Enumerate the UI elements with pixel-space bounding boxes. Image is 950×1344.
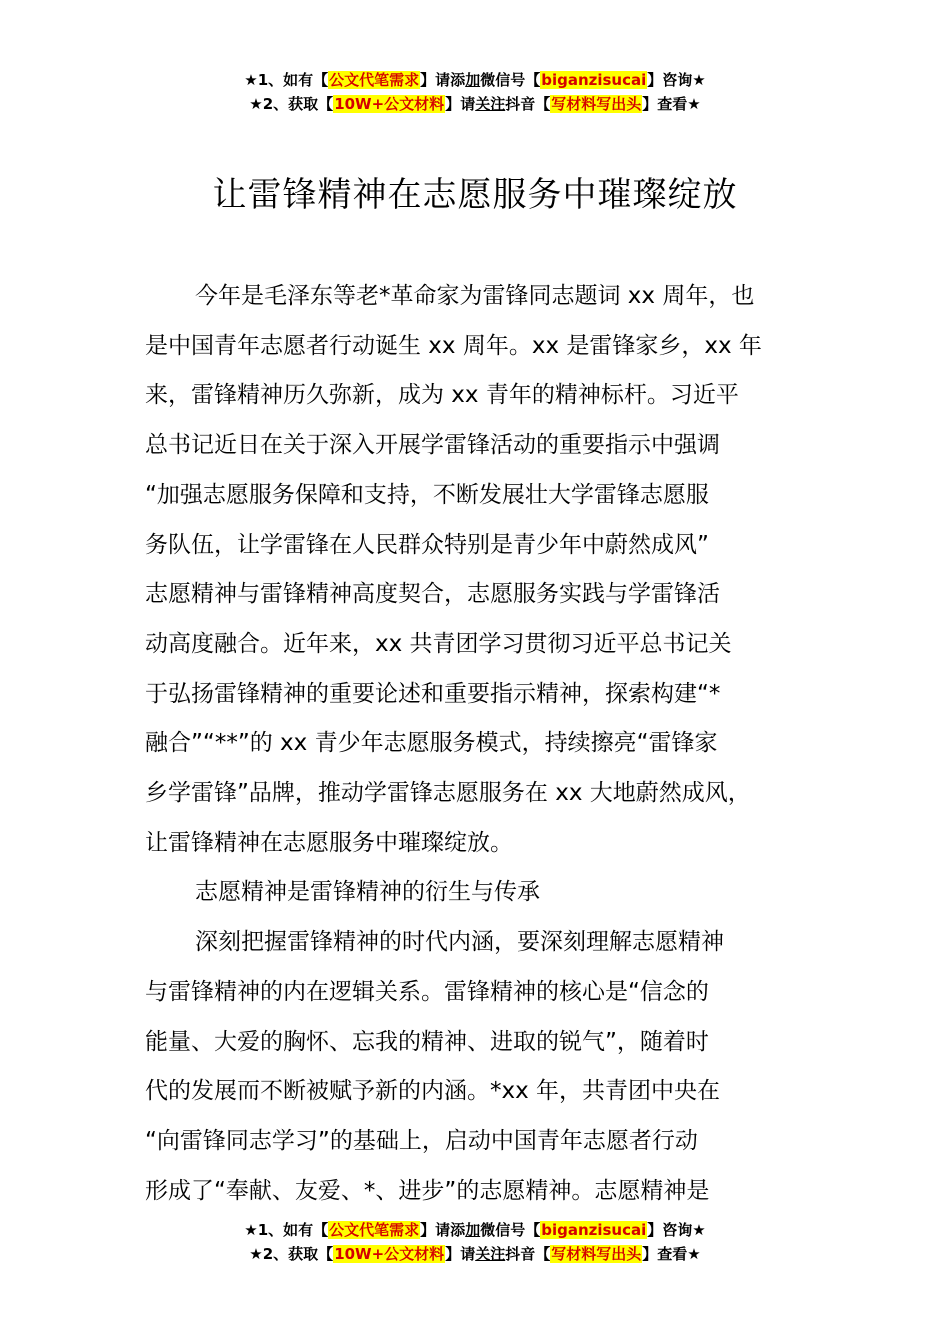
banner-text: 抖音【: [505, 95, 551, 113]
banner-text: 抖音【: [505, 1245, 551, 1263]
footer-banner: [0, 1218, 950, 1266]
text-line: “向雷锋同志学习”的基础上，启动中国青年志愿者行动: [145, 1127, 698, 1154]
banner-text: 】咨询★: [647, 1221, 706, 1239]
banner-text: 】请添: [420, 71, 466, 89]
section-heading: 志愿精神是雷锋精神的衍生与传承: [195, 879, 540, 906]
banner-text: 微信号【: [480, 71, 541, 89]
banner-text: ★1、如有【: [244, 1221, 329, 1239]
highlight-service: 公文代笔需求: [329, 71, 420, 89]
text-line: 总书记近日在关于深入开展学雷锋活动的重要指示中强调: [145, 432, 720, 459]
highlight-wechat-id: biganzisucai: [541, 1221, 647, 1239]
text-line: 来，雷锋精神历久弥新，成为 xx 青年的精神标杆。习近平: [145, 382, 739, 409]
text-line: 志愿精神与雷锋精神高度契合，志愿服务实践与学雷锋活: [145, 581, 720, 608]
banner-line-1: [0, 1218, 950, 1242]
text-line: 今年是毛泽东等老*革命家为雷锋同志题词 xx 周年，也: [195, 283, 755, 309]
banner-line-2: [0, 92, 950, 116]
highlight-materials: 10W+公文材料: [334, 95, 445, 113]
text-line: “加强志愿服务保障和支持，不断发展壮大学雷锋志愿服: [145, 481, 709, 508]
text-line: 与雷锋精神的内在逻辑关系。雷锋精神的核心是“信念的: [145, 978, 709, 1005]
highlight-douyin-account: 写材料写出头: [551, 1245, 642, 1263]
text-line: 务队伍，让学雷锋在人民群众特别是青少年中蔚然成风”: [145, 531, 709, 558]
text-line: 于弘扬雷锋精神的重要论述和重要指示精神，探索构建“*: [145, 680, 721, 707]
banner-text: 】咨询★: [647, 71, 706, 89]
text-line: 代的发展而不断被赋予新的内涵。*xx 年，共青团中央在: [145, 1078, 721, 1105]
banner-text: ★2、获取【: [249, 95, 334, 113]
header-banner: [0, 68, 950, 116]
banner-line-1: [0, 68, 950, 92]
text-line: 能量、大爱的胸怀、忘我的精神、进取的锐气”，随着时: [145, 1028, 709, 1055]
text-line: 融合”“**”的 xx 青少年志愿服务模式，持续擦亮“雷锋家: [145, 730, 718, 757]
banner-underlined-text: 加: [465, 1221, 481, 1239]
banner-text: ★2、获取【: [249, 1245, 334, 1263]
text-line: 是中国青年志愿者行动诞生 xx 周年。xx 是雷锋家乡，xx 年: [145, 332, 762, 359]
banner-text: 】查看★: [642, 1245, 701, 1263]
document-body: [145, 272, 835, 1216]
banner-underlined-text: 加: [465, 71, 481, 89]
banner-text: ★1、如有【: [244, 71, 329, 89]
text-line: 深刻把握雷锋精神的时代内涵，要深刻理解志愿精神: [195, 929, 724, 956]
banner-underlined-text: 关注: [475, 95, 506, 113]
banner-text: 】请: [445, 95, 476, 113]
banner-line-2: [0, 1242, 950, 1266]
text-line: 动高度融合。近年来，xx 共青团学习贯彻习近平总书记关: [145, 630, 732, 657]
banner-text: 】请添: [420, 1221, 466, 1239]
text-line: 乡学雷锋”品牌，推动学雷锋志愿服务在 xx 大地蔚然成风，: [145, 780, 751, 807]
banner-text: 】请: [445, 1245, 476, 1263]
banner-text: 】查看★: [642, 95, 701, 113]
highlight-wechat-id: biganzisucai: [541, 71, 647, 89]
highlight-service: 公文代笔需求: [329, 1221, 420, 1239]
highlight-materials: 10W+公文材料: [334, 1245, 445, 1263]
text-line: 形成了“奉献、友爱、*、进步”的志愿精神。志愿精神是: [145, 1177, 710, 1204]
banner-underlined-text: 关注: [475, 1245, 506, 1263]
document-title: 让雷锋精神在志愿服务中璀璨绽放: [212, 175, 738, 215]
banner-text: 微信号【: [480, 1221, 541, 1239]
text-line: 让雷锋精神在志愿服务中璀璨绽放。: [145, 829, 513, 856]
highlight-douyin-account: 写材料写出头: [551, 95, 642, 113]
